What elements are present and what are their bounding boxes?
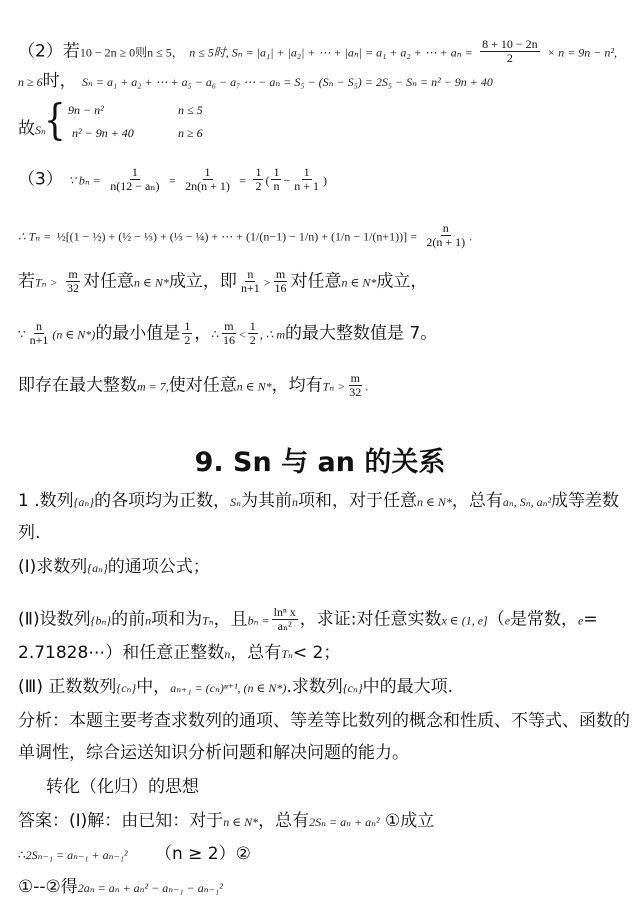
- fraction: $\frac{8 + 10 - 2n}{2}$: [482, 37, 538, 65]
- fraction: $\frac{1}{n}$: [273, 165, 280, 193]
- text: 使对任意: [168, 375, 237, 396]
- question-ii: [18, 606, 598, 633]
- fraction: $\frac{1}{\text{n(12 − aₙ)}}$: [110, 165, 160, 193]
- fraction: $\frac{m}{32}$: [67, 267, 80, 295]
- text: 答案：(Ⅰ)解：由已知：对于: [18, 811, 224, 831]
- math-inline: Sₙ: [35, 123, 46, 137]
- existence-line: [18, 372, 368, 399]
- math-inline: {aₙ}: [87, 561, 108, 575]
- text: (Ⅲ) 正数数列: [18, 677, 117, 697]
- math-inline: −: [283, 173, 291, 188]
- math-inline: , ∴ m: [259, 327, 286, 342]
- text: 对任意: [290, 271, 342, 292]
- math-inline: 2Sₙ = aₙ + aₙ²: [309, 815, 380, 829]
- math-inline: Tₙ: [281, 647, 293, 661]
- math-inline: Tₙ: [202, 613, 214, 628]
- math-inline: m = 7,: [137, 379, 169, 394]
- text: 的最小值是: [95, 323, 181, 344]
- math-inline: {bₙ}: [90, 613, 112, 628]
- text: 成立，: [376, 271, 428, 292]
- text: .求数列: [286, 677, 343, 697]
- cases-label: [18, 118, 46, 141]
- text: 项和为: [151, 609, 203, 630]
- step-line-2: [18, 843, 251, 866]
- math-inline: bₙ =: [247, 613, 270, 628]
- math-inline: n ≥ 6: [18, 75, 43, 89]
- text: 若: [18, 271, 35, 292]
- part3-line: [18, 166, 327, 193]
- math-inline: n: [145, 613, 152, 628]
- math-inline: {aₙ}: [73, 495, 95, 509]
- text: 是常数，: [510, 609, 579, 630]
- fraction: $\frac{n}{n+1}$: [29, 319, 49, 347]
- problem-line: [18, 490, 619, 513]
- math-inline: x ∈ (1, e]: [441, 613, 488, 628]
- text: 项和，对于任意: [297, 491, 417, 511]
- text: ，总有: [230, 643, 282, 663]
- text: 中，: [136, 677, 171, 697]
- math-inline: .: [365, 379, 369, 394]
- analysis-line-1: 分析：本题主要考查求数列的通项、等差等比数列的概念和性质、不等式、函数的: [18, 711, 630, 731]
- text: ，总有: [451, 491, 503, 511]
- step-line-3: [18, 876, 223, 899]
- math-inline: aₙ, Sₙ, aₙ²: [502, 495, 552, 509]
- math-inline: e: [504, 613, 511, 628]
- text: ①--②得: [18, 877, 78, 897]
- math-inline: n: [291, 495, 298, 509]
- problem-line-cont: 列.: [18, 523, 41, 543]
- math-inline: n ∈ N*: [223, 815, 259, 829]
- text: 成等差数: [551, 491, 620, 511]
- math-inline: aₙ₊₁ = (cₙ)ⁿ⁺¹, (n ∈ N*): [170, 681, 287, 695]
- text: 对任意: [83, 271, 135, 292]
- part2-line: [18, 38, 617, 65]
- math-inline: 10 − 2n ≥ 0则n ≤ 5，: [79, 45, 184, 60]
- math-inline: Sₙ = a₁ + a₂ + ⋯ + a₅ − a₆ − a₇ ⋯ − aₙ = S₅ − (Sₙ − S₅) = 2S₅ − Sₙ = n² − 9n + 40: [82, 75, 493, 89]
- math-inline: Sₙ: [230, 495, 241, 509]
- math-inline: ∴: [18, 848, 26, 862]
- question-i: [18, 556, 210, 579]
- left-brace: {: [44, 95, 66, 145]
- case-range-1: n ≤ 5: [178, 103, 203, 117]
- math-inline: e: [578, 613, 584, 628]
- text: 中的最大项.: [362, 677, 454, 697]
- math-inline: n ∈ N*: [416, 495, 452, 509]
- text: 故: [18, 119, 35, 139]
- math-inline: ∵ bₙ =: [68, 173, 101, 188]
- math-inline: 2Sₙ₋₁ = aₙ₋₁ + aₙ₋₁²: [25, 848, 128, 862]
- math-inline: Tₙ >: [35, 275, 58, 290]
- fraction: $\frac{1}{2n(n + 1)}$: [185, 165, 230, 193]
- math-inline: n ∈ N*: [341, 275, 377, 290]
- math-inline: Tₙ >: [322, 379, 346, 394]
- math-inline: {cₙ}: [342, 681, 363, 695]
- math-inline: (: [265, 173, 270, 188]
- text: ，总有: [258, 811, 310, 831]
- fraction: $\frac{\text{lnⁿ x}}{\text{aₙ²}}$: [273, 605, 296, 633]
- text: ，: [194, 323, 212, 344]
- text: 时，: [42, 71, 77, 91]
- part-label: （2）若: [18, 41, 80, 62]
- text: ，求证:对任意实数: [299, 609, 442, 630]
- fraction: $\frac{1}{2}$: [184, 319, 191, 347]
- tn-line: [18, 222, 472, 249]
- method-note: 转化（化归）的思想: [46, 777, 199, 797]
- text: 成立，即: [168, 271, 237, 292]
- fraction: $\frac{m}{32}$: [349, 371, 362, 399]
- text: 的通项公式；: [107, 557, 210, 577]
- text: 的各项均为正数，: [94, 491, 231, 511]
- text: < 2；: [292, 643, 341, 663]
- text: ①成立: [384, 811, 435, 831]
- fraction: $\frac{n}{2(n + 1)}$: [426, 221, 466, 249]
- text: （n ≥ 2）②: [154, 844, 251, 864]
- math-inline: =: [239, 173, 247, 188]
- analysis-line-2: 单调性，综合运送知识分析问题和解决问题的能力。: [18, 743, 409, 763]
- condition-line: [18, 268, 427, 295]
- text: (Ⅱ)设数列: [18, 609, 91, 630]
- question-ii-cont: [18, 642, 340, 665]
- math-inline: >: [263, 275, 271, 290]
- answer-line: [18, 810, 434, 833]
- minimum-line: [18, 320, 437, 347]
- fraction: $\frac{m}{16}$: [274, 267, 287, 295]
- text: 的最大整数值是 7。: [285, 323, 438, 344]
- text: 2.71828⋯）和任意正整数: [18, 643, 225, 663]
- math-inline: (n ∈ N*): [52, 327, 96, 342]
- text: 的前: [111, 609, 146, 630]
- text: 即存在最大整数: [18, 375, 137, 396]
- text: (Ⅰ)求数列: [18, 557, 88, 577]
- math-inline: .: [469, 229, 473, 244]
- text: 为其前: [240, 491, 292, 511]
- fraction: $\frac{m}{16}$: [222, 319, 235, 347]
- part2-line-b: [18, 70, 493, 93]
- math-inline: ∴: [211, 327, 219, 342]
- question-iii: [18, 676, 453, 699]
- math-inline: <: [238, 327, 246, 342]
- section-heading: 9. Sn 与 an 的关系: [194, 447, 446, 478]
- text: （: [487, 609, 505, 630]
- math-inline: n: [224, 647, 231, 661]
- math-inline: ): [323, 173, 328, 188]
- text: =: [583, 609, 598, 630]
- text: 1 .数列: [18, 491, 74, 511]
- math-inline: × n = 9n − n²,: [547, 45, 617, 60]
- math-inline: n ∈ N*: [236, 379, 272, 394]
- fraction: $\frac{1}{2}$: [249, 319, 256, 347]
- case-expr-1: 9n − n²: [68, 103, 104, 117]
- math-inline: n ≤ 5时, Sₙ = |a₁| + |a₂| + ⋯ + |aₙ| = a₁ + a₂ + ⋯ + aₙ =: [189, 45, 473, 60]
- math-inline: 2aₙ = aₙ + aₙ² − aₙ₋₁ − aₙ₋₁²: [77, 881, 223, 895]
- math-inline: ∵: [18, 327, 26, 342]
- math-inline: {cₙ}: [116, 681, 137, 695]
- math-inline: =: [168, 173, 176, 188]
- fraction: $\frac{n}{n+1}$: [240, 267, 260, 295]
- math-inline: ∴ Tₙ =: [18, 229, 52, 244]
- text: ，且: [213, 609, 248, 630]
- case-expr-2: n² − 9n + 40: [72, 126, 134, 140]
- fraction: $\frac{1}{n + 1}$: [294, 165, 320, 193]
- math-inline: ½[(1 − ½) + (½ − ⅓) + (⅓ − ¼) + ⋯ + (1/(n−1) − 1/n) + (1/n − 1/(n+1))] =: [56, 229, 417, 244]
- case-range-2: n ≥ 6: [178, 126, 203, 140]
- part-label: （3）: [18, 169, 63, 190]
- math-inline: n ∈ N*: [134, 275, 169, 290]
- text: ，均有: [271, 375, 323, 396]
- fraction: $\frac{1}{2}$: [255, 165, 262, 193]
